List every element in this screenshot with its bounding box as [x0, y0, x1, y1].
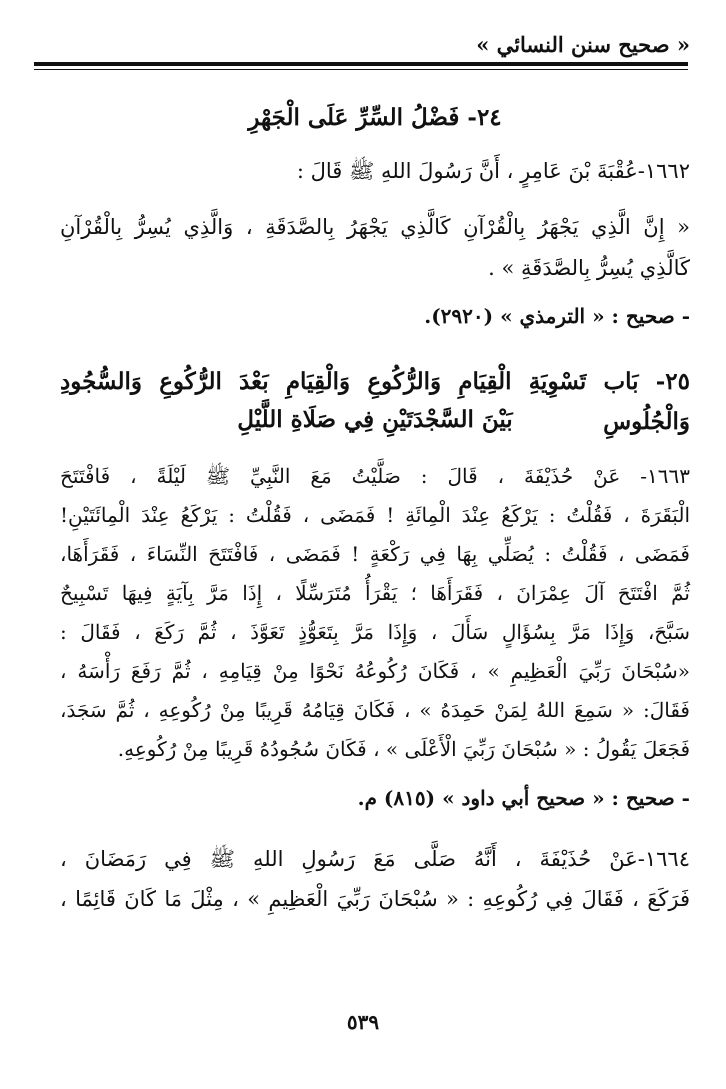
- hadith-1662-line-1: « إِنَّ الَّذِي يَجْهَرُ بِالْقُرْآنِ كَالَّذِي يَجْهَرُ بِالصَّدَقَةِ ، وَالَّذِي يُسِرُّ بِالْقُرْآنِ: [60, 215, 690, 239]
- hadith-1663-line: ١٦٦٣- عَنْ حُذَيْفَةَ ، قَالَ : صَلَّيْتُ مَعَ النَّبِيِّ ﷺ لَيْلَةً ، فَافْتَتَحَ: [60, 464, 690, 488]
- hadith-1664-line-1: ١٦٦٤-عَنْ حُذَيْفَةَ ، أَنَّهُ صَلَّى مَعَ رَسُولِ اللهِ ﷺ فِي رَمَضَانَ ،: [60, 847, 690, 871]
- hadith-1663-line: فَجَعَلَ يَقُولُ : « سُبْحَانَ رَبِّيَ الْأَعْلَى » ، فَكَانَ سُجُودُهُ قَرِيبًا مِنْ رُكُوعِهِ.: [117, 737, 690, 761]
- chapter-25-heading-line-2: بَيْنَ السَّجْدَتَيْنِ فِي صَلَاةِ اللَّيْلِ: [237, 406, 513, 433]
- hadith-1663-grading: - صحيح : « صحيح أبي داود » (٨١٥) م.: [357, 786, 690, 810]
- hadith-1662-grading: - صحيح : « الترمذي » (٢٩٢٠).: [424, 304, 690, 328]
- hadith-1662-intro: ١٦٦٢-عُقْبَةَ بْنَ عَامِرٍ ، أَنَّ رَسُولَ اللهِ ﷺ قَالَ :: [296, 159, 690, 183]
- hadith-1663-line: سَبَّحَ، وَإِذَا مَرَّ بِسُؤَالٍ سَأَلَ ، وَإِذَا مَرَّ بِتَعَوُّذٍ تَعَوَّذَ ، ثُمَّ رَكَعَ ، فَقَالَ :: [60, 620, 690, 644]
- hadith-1663-line: الْبَقَرَةَ ، فَقُلْتُ : يَرْكَعُ عِنْدَ الْمِائَةِ ! فَمَضَى ، فَقُلْتُ : يَرْكَعُ عِنْدَ الْمِائَتَيْنِ!: [60, 503, 690, 527]
- chapter-25-heading-line-1: ٢٥- بَاب تَسْوِيَةِ الْقِيَامِ وَالرُّكُوعِ وَالْقِيَامِ بَعْدَ الرُّكُوعِ وَالسُّجُودِ وَالْجُلُوسِ: [60, 368, 690, 435]
- hadith-1664-line-2: فَرَكَعَ ، فَقَالَ فِي رُكُوعِهِ : « سُبْحَانَ رَبِّيَ الْعَظِيمِ » ، مِثْلَ مَا كَانَ قَائِمًا ،: [60, 887, 690, 911]
- hadith-1663-line: ثُمَّ افْتَتَحَ آلَ عِمْرَانَ ، فَقَرَأَهَا ؛ يَقْرَأُ مُتَرَسِّلًا ، إِذَا مَرَّ بِآيَةٍ فِيهَا تَسْبِيحٌ: [60, 581, 690, 605]
- hadith-1663-line: فَمَضَى ، فَقُلْتُ : يُصَلِّي بِهَا فِي رَكْعَةٍ ! فَمَضَى ، فَافْتَتَحَ النِّسَاءَ ، فَقَرَأَهَا،: [60, 542, 690, 566]
- running-title: « صحيح سنن النسائي »: [476, 32, 690, 57]
- header-rule-thick: [34, 62, 688, 66]
- page-number: ٥٣٩: [346, 1010, 380, 1034]
- header-rule-thin: [34, 69, 688, 70]
- hadith-1663-line: «سُبْحَانَ رَبِّيَ الْعَظِيمِ » ، فَكَانَ رُكُوعُهُ نَحْوًا مِنْ قِيَامِهِ ، ثُمَّ رَفَعَ رَأْسَهُ ،: [60, 659, 690, 683]
- hadith-1662-line-2: كَالَّذِي يُسِرُّ بِالصَّدَقَةِ » .: [488, 256, 690, 280]
- chapter-24-heading: ٢٤- فَضْلُ السِّرِّ عَلَى الْجَهْرِ: [248, 104, 502, 131]
- hadith-1663-line: فَقَالَ: « سَمِعَ اللهُ لِمَنْ حَمِدَهُ » ، فَكَانَ قِيَامُهُ قَرِيبًا مِنْ رُكُوعِهِ ، ثُمَّ سَجَدَ،: [60, 698, 690, 722]
